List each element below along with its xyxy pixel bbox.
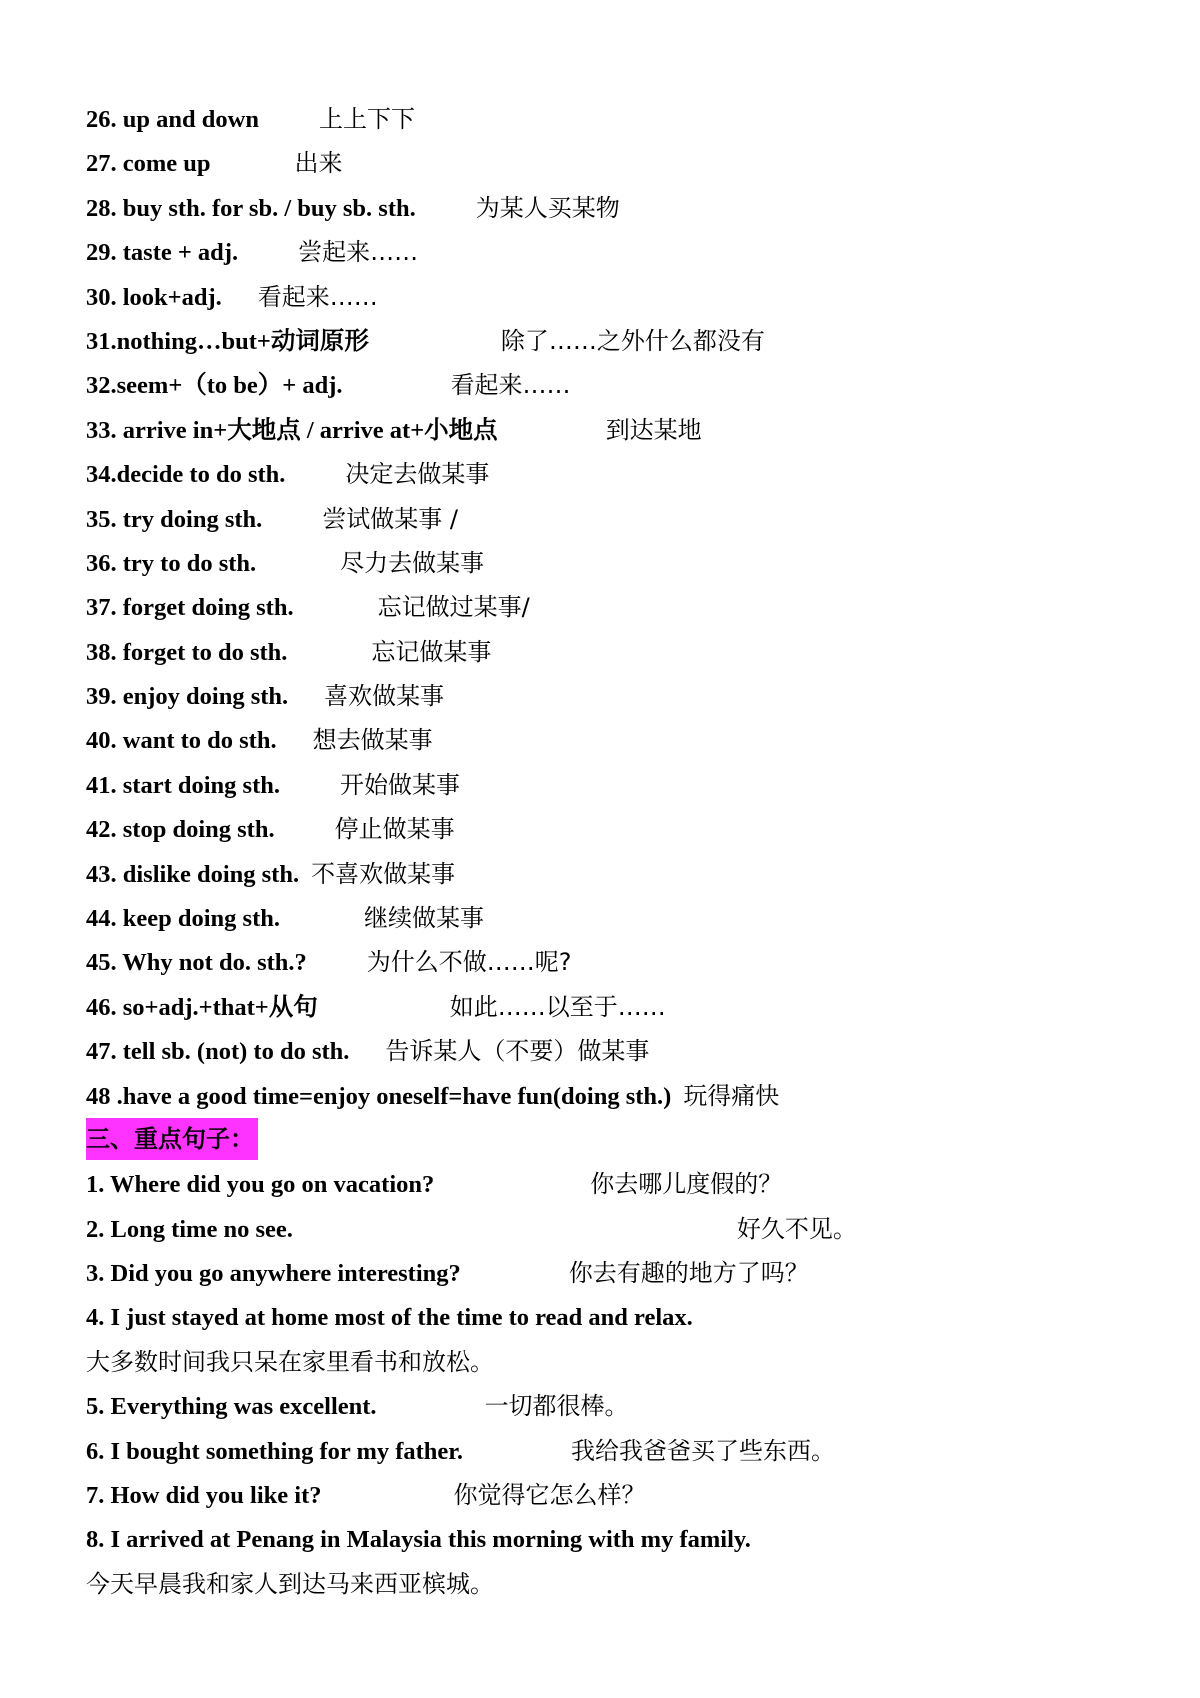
phrase-item-english: 27. come up: [86, 150, 211, 178]
sentence-item-chinese: 我给我爸爸买了些东西。: [571, 1436, 836, 1465]
phrase-item-chinese: 上上下下: [318, 105, 415, 133]
phrase-item: [86, 141, 1146, 185]
sentence-item: [86, 1162, 1146, 1206]
phrase-item-chinese: 停止做某事: [334, 815, 455, 844]
phrase-item: [86, 452, 1146, 496]
phrase-item: [86, 408, 1146, 452]
sentence-item-english: 3. Did you go anywhere interesting?: [86, 1260, 461, 1288]
phrase-item-chinese: 继续做某事: [364, 904, 485, 933]
phrase-item-chinese: 尝试做某事 /: [322, 504, 459, 533]
phrase-item: [86, 1029, 1146, 1073]
phrase-item-english: 33. arrive in+大地点 / arrive at+小地点: [86, 416, 498, 444]
phrase-item: [86, 1074, 1146, 1118]
phrase-item-english: 36. try to do sth.: [86, 549, 257, 577]
phrase-list: [86, 97, 1146, 1118]
phrase-item-chinese: 出来: [294, 149, 343, 178]
phrase-item-english: 30. look+adj.: [86, 283, 222, 311]
phrase-item-english: 46. so+adj.+that+从句: [86, 993, 318, 1021]
phrase-item: [86, 541, 1146, 585]
phrase-item-chinese: 除了……之外什么都没有: [500, 326, 765, 355]
phrase-item-english: 48 .have a good time=enjoy oneself=have fun(doing sth.): [86, 1082, 672, 1110]
phrase-item-english: 29. taste + adj.: [86, 239, 239, 267]
phrase-item: [86, 97, 1146, 141]
phrase-item-chinese: 决定去做某事: [345, 460, 490, 489]
phrase-item-chinese: 想去做某事: [312, 726, 433, 755]
phrase-item-chinese: 告诉某人（不要）做某事: [385, 1037, 650, 1066]
sentence-item-chinese: 你去哪儿度假的？: [590, 1170, 783, 1199]
phrase-item: [86, 674, 1146, 718]
sentence-item: [86, 1473, 1146, 1517]
phrase-item: [86, 363, 1146, 407]
sentence-item: [86, 1562, 1146, 1606]
phrase-item-chinese: 尽力去做某事: [340, 548, 485, 577]
sentence-item-chinese: 一切都很棒。: [484, 1392, 629, 1421]
phrase-item-english: 41. start doing sth.: [86, 771, 280, 799]
phrase-item: [86, 230, 1146, 274]
sentence-item: [86, 1518, 1146, 1562]
phrase-item: [86, 319, 1146, 363]
sentence-item-english: 2. Long time no see.: [86, 1215, 293, 1243]
sentence-list: [86, 1162, 1146, 1606]
sentence-item-english: 4. I just stayed at home most of the time to read and relax.: [86, 1303, 693, 1331]
phrase-item: [86, 585, 1146, 629]
phrase-item-english: 43. dislike doing sth.: [86, 860, 300, 888]
phrase-item-english: 26. up and down: [86, 106, 259, 133]
phrase-item: [86, 940, 1146, 984]
sentence-item: [86, 1429, 1146, 1473]
sentence-item-chinese: 大多数时间我只呆在家里看书和放松。: [86, 1347, 494, 1376]
phrase-item: [86, 807, 1146, 851]
document-page: [86, 97, 1146, 1606]
phrase-item-chinese: 看起来……: [257, 282, 378, 311]
phrase-item-chinese: 如此……以至于……: [449, 992, 666, 1021]
phrase-item-english: 35. try doing sth.: [86, 505, 263, 533]
phrase-item-chinese: 看起来……: [450, 371, 571, 400]
phrase-item-chinese: 忘记做某事: [371, 637, 492, 666]
phrase-item: [86, 275, 1146, 319]
sentence-item-chinese: 你去有趣的地方了吗？: [568, 1259, 809, 1288]
sentence-item-chinese: 好久不见。: [736, 1214, 857, 1243]
phrase-item: [86, 718, 1146, 762]
sentence-item-chinese: 你觉得它怎么样？: [453, 1481, 646, 1510]
sentence-item-chinese: 今天早晨我和家人到达马来西亚槟城。: [86, 1569, 494, 1598]
phrase-item: [86, 763, 1146, 807]
phrase-item-english: 34.decide to do sth.: [86, 461, 286, 489]
sentence-item-english: 6. I bought something for my father.: [86, 1437, 464, 1465]
phrase-item: [86, 497, 1146, 541]
phrase-item-chinese: 不喜欢做某事: [311, 859, 456, 888]
phrase-item-chinese: 玩得痛快: [683, 1081, 780, 1110]
phrase-item-english: 47. tell sb. (not) to do sth.: [86, 1038, 350, 1066]
sentence-item-english: 7. How did you like it?: [86, 1482, 322, 1510]
sentence-item: [86, 1251, 1146, 1295]
phrase-item-english: 44. keep doing sth.: [86, 905, 281, 933]
phrase-item-english: 45. Why not do. sth.?: [86, 949, 307, 977]
phrase-item-english: 39. enjoy doing sth.: [86, 683, 289, 711]
sentence-item: [86, 1340, 1146, 1384]
phrase-item: [86, 896, 1146, 940]
sentence-item-english: 5. Everything was excellent.: [86, 1393, 377, 1421]
phrase-item-english: 28. buy sth. for sb. / buy sb. sth.: [86, 194, 416, 222]
phrase-item-english: 32.seem+（to be）+ adj.: [86, 372, 343, 400]
phrase-item-chinese: 为某人买某物: [475, 193, 620, 222]
phrase-item-chinese: 开始做某事: [339, 770, 460, 799]
phrase-item-chinese: 忘记做过某事/: [377, 593, 530, 622]
phrase-item-chinese: 为什么不做……呢?: [366, 948, 572, 977]
phrase-item: [86, 985, 1146, 1029]
phrase-item: [86, 852, 1146, 896]
phrase-item-english: 31.nothing…but+动词原形: [86, 327, 369, 355]
phrase-item-english: 40. want to do sth.: [86, 727, 277, 755]
phrase-item: [86, 186, 1146, 230]
phrase-item-english: 38. forget to do sth.: [86, 638, 288, 666]
sentence-item-english: 1. Where did you go on vacation?: [86, 1171, 435, 1199]
phrase-item-english: 42. stop doing sth.: [86, 816, 275, 844]
phrase-item-chinese: 到达某地: [605, 415, 702, 444]
phrase-item-chinese: 尝起来……: [298, 238, 419, 267]
phrase-item-english: 37. forget doing sth.: [86, 594, 294, 622]
sentence-item: [86, 1296, 1146, 1340]
phrase-item: [86, 630, 1146, 674]
phrase-item-chinese: 喜欢做某事: [324, 682, 445, 711]
section-heading-row: [86, 1118, 1146, 1162]
sentence-item: [86, 1384, 1146, 1428]
section-heading: 三、重点句子：: [86, 1118, 258, 1160]
sentence-item: [86, 1207, 1146, 1251]
sentence-item-english: 8. I arrived at Penang in Malaysia this morning with my family.: [86, 1525, 751, 1553]
